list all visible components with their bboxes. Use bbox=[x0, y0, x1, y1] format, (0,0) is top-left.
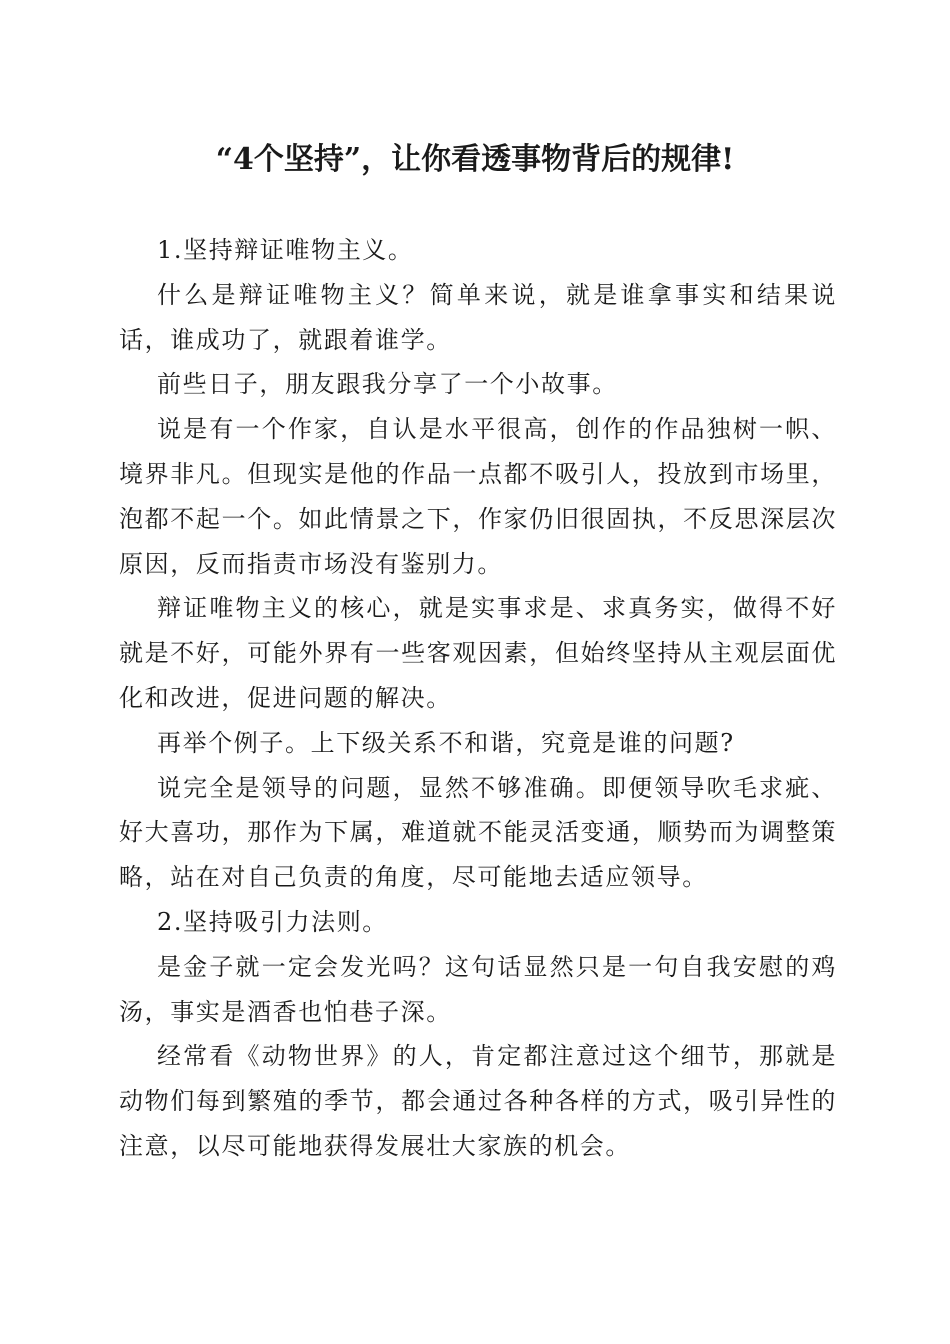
paragraph-heading-2: 2.坚持吸引力法则。 bbox=[157, 907, 388, 936]
paragraph: 前些日子，朋友跟我分享了一个小故事。 bbox=[157, 370, 618, 399]
paragraph: 说完全是领导的问题，显然不够准确。即便领导吹毛求疵、好大喜功，那作为下属，难道就不能灵活变通，顺势而为调整策略，站在对自己负责的角度，尽可能地去适应领导。 bbox=[119, 773, 837, 892]
page-title: “4个坚持”，让你看透事物背后的规律! bbox=[215, 142, 735, 177]
paragraph: 辩证唯物主义的核心，就是实事求是、求真务实，做得不好就是不好，可能外界有一些客观因素，但始终坚持从主观层面优化和改进，促进问题的解决。 bbox=[119, 594, 837, 712]
paragraph-heading-1: 1.坚持辩证唯物主义。 bbox=[157, 236, 414, 264]
paragraph: 经常看《动物世界》的人，肯定都注意过这个细节，那就是动物们每到繁殖的季节，都会通过各种各样的方式，吸引异性的注意，以尽可能地获得发展壮大家族的机会。 bbox=[119, 1042, 837, 1160]
paragraph: 再举个例子。上下级关系不和谐，究竟是谁的问题? bbox=[157, 728, 735, 757]
paragraph: 什么是辩证唯物主义？简单来说，就是谁拿事实和结果说话，谁成功了，就跟着谁学。 bbox=[119, 280, 837, 354]
paragraph: 是金子就一定会发光吗？这句话显然只是一句自我安慰的鸡汤，事实是酒香也怕巷子深。 bbox=[119, 952, 837, 1026]
paragraph: 说是有一个作家，自认是水平很高，创作的作品独树一帜、境界非凡。但现实是他的作品一点都不吸引人，投放到市场里，泡都不起一个。如此情景之下，作家仍旧很固执，不反思深层次原因，反而指责市场没有鉴别力。 bbox=[119, 415, 837, 578]
document-body bbox=[119, 228, 837, 1169]
